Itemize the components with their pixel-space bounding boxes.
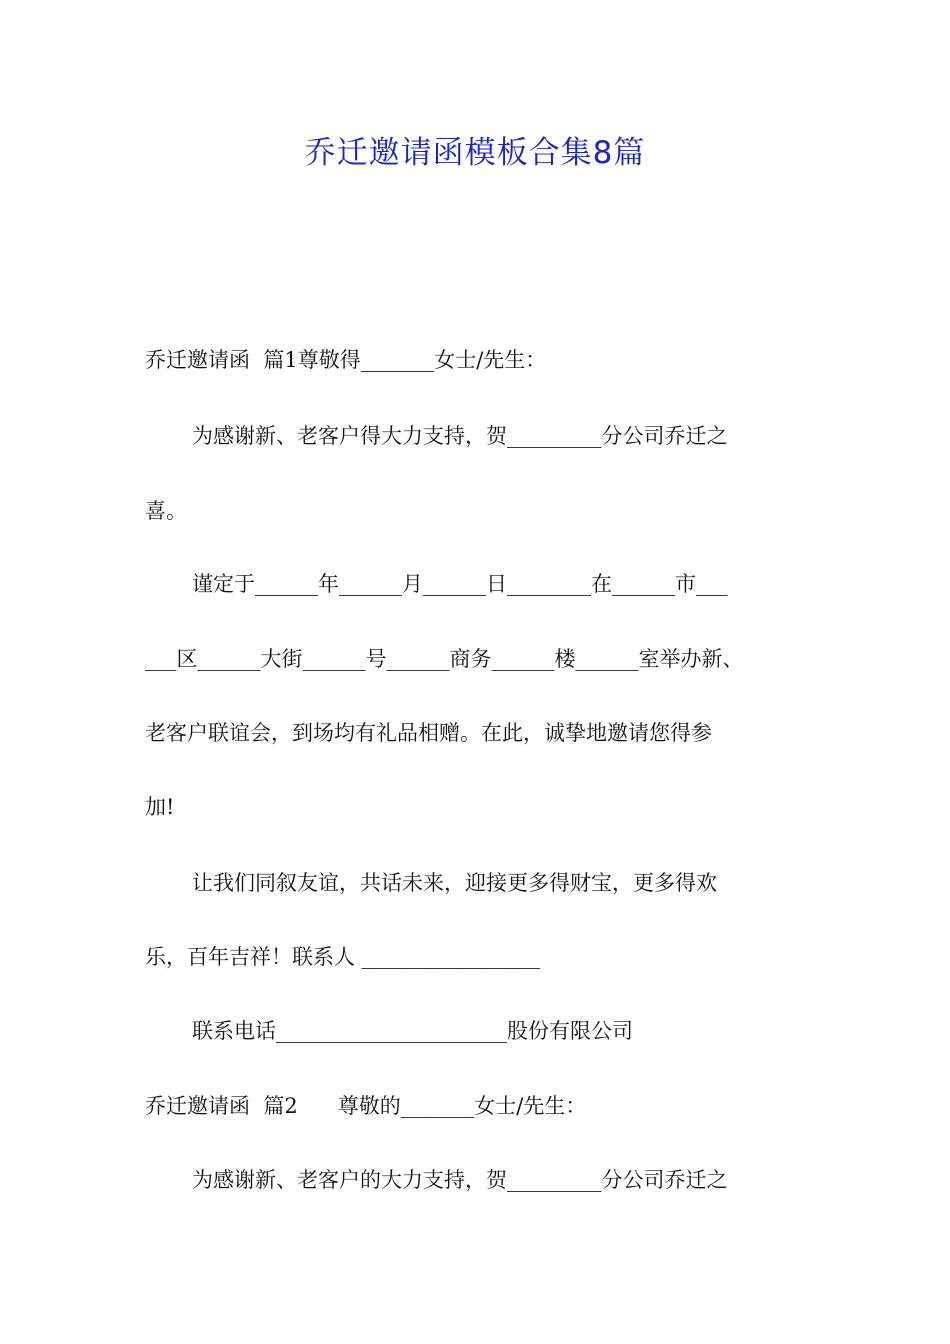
document-title: 乔迁邀请函模板合集8篇 bbox=[304, 135, 646, 171]
text-line: 乔迁邀请函 篇1尊敬得_______女士/先生： bbox=[145, 348, 547, 372]
text-line: 喜。 bbox=[145, 499, 187, 523]
text-line: 为感谢新、老客户得大力支持，贺_________分公司乔迁之 bbox=[192, 424, 728, 448]
text-line: 老客户联谊会，到场均有礼品相赠。在此，诚挚地邀请您得参 bbox=[145, 721, 712, 745]
text-line: 谨定于______年______月______日________在______市___ bbox=[192, 572, 728, 596]
text-line: ___区______大街______号______商务______楼______室举办新、 bbox=[145, 647, 744, 671]
text-line: 为感谢新、老客户的大力支持，贺_________分公司乔迁之 bbox=[192, 1168, 728, 1192]
text-line: 乐，百年吉祥！联系人 _________________ bbox=[145, 945, 541, 969]
text-line: 乔迁邀请函 篇2 尊敬的_______女士/先生： bbox=[145, 1094, 587, 1118]
text-line: 联系电话______________________股份有限公司 bbox=[192, 1019, 633, 1043]
text-line: 让我们同叙友谊，共话未来，迎接更多得财宝，更多得欢 bbox=[192, 871, 717, 895]
text-line: 加! bbox=[145, 795, 175, 819]
